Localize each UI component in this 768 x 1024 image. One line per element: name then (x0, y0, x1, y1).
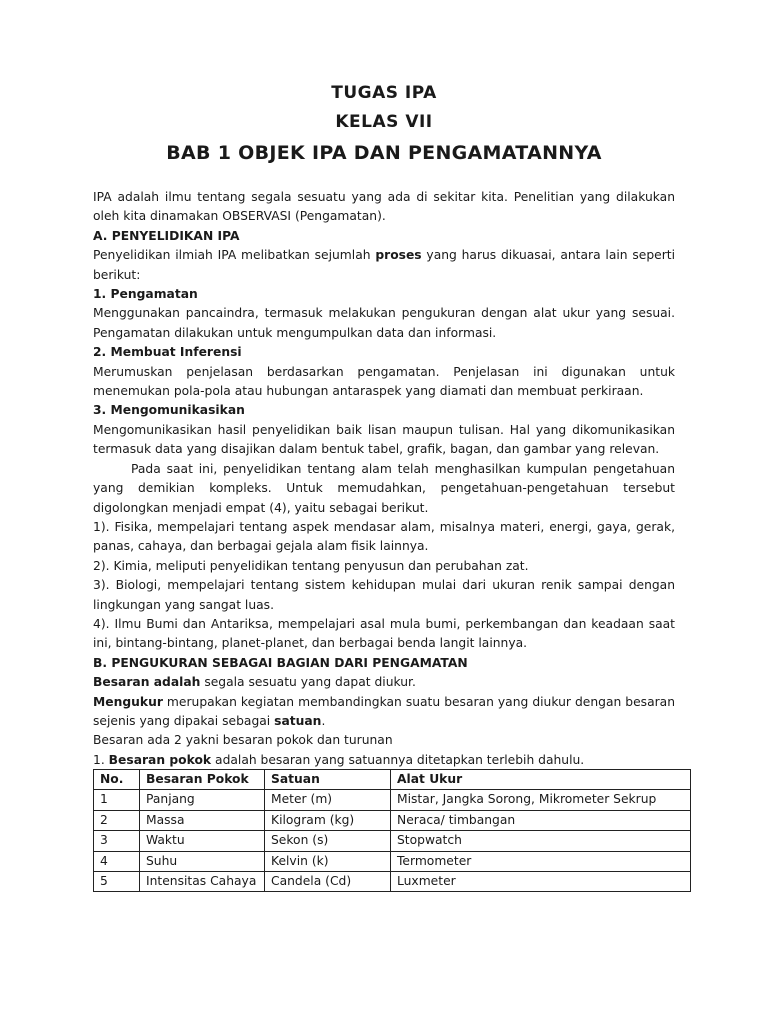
header-no: No. (94, 770, 140, 790)
knowledge-paragraph: Pada saat ini, penyelidikan tentang alam telah menghasilkan kumpulan pengetahuan yang demikian kompleks. Untuk memudahkan, pengetahuan-pengetahuan tersebut digolongkan menjadi empat (4), yaitu sebagai berikut. (93, 461, 675, 515)
section-b-heading: B. PENGUKURAN SEBAGAI BAGIAN DARI PENGAMATAN (93, 655, 468, 670)
item-heading-mengomunikasikan: 3. Mengomunikasikan (93, 403, 245, 418)
cell-besaran: Panjang (140, 790, 265, 810)
cell-satuan: Kelvin (k) (265, 851, 391, 871)
besaran-definition: Besaran adalah segala sesuatu yang dapat diukur. (93, 675, 416, 690)
cell-satuan: Meter (m) (265, 790, 391, 810)
title-tugas: TUGAS IPA (331, 83, 437, 103)
field-kimia: 2). Kimia, meliputi penyelidikan tentang penyusun dan perubahan zat. (93, 558, 529, 573)
header-satuan: Satuan (265, 770, 391, 790)
cell-besaran: Intensitas Cahaya (140, 872, 265, 892)
cell-besaran: Massa (140, 810, 265, 830)
table-header-row (94, 770, 691, 790)
besaran-types: Besaran ada 2 yakni besaran pokok dan turunan (93, 733, 393, 748)
field-ilmu-bumi: 4). Ilmu Bumi dan Antariksa, mempelajari asal mula bumi, perkembangan dan keadaan saat ini, bintang-bintang, planet-planet, dan berbagai benda langit lainnya. (93, 616, 675, 651)
besaran-pokok-table (93, 769, 691, 892)
cell-besaran: Suhu (140, 851, 265, 871)
item-heading-inferensi: 2. Membuat Inferensi (93, 345, 242, 360)
cell-satuan: Candela (Cd) (265, 872, 391, 892)
table-row (94, 851, 691, 871)
item-text-pengamatan: Menggunakan pancaindra, termasuk melakukan pengukuran dengan alat ukur yang sesuai. Pengamatan dilakukan untuk mengumpulkan data dan informasi. (93, 306, 675, 340)
cell-no: 3 (94, 831, 140, 851)
title-bab: BAB 1 OBJEK IPA DAN PENGAMATANNYA (166, 142, 602, 164)
cell-no: 2 (94, 810, 140, 830)
mengukur-definition: Mengukur merupakan kegiatan membandingkan suatu besaran yang diukur dengan besaran sejenis yang dipakai sebagai satuan. (93, 694, 675, 728)
cell-no: 4 (94, 851, 140, 871)
item-text-inferensi: Merumuskan penjelasan berdasarkan pengamatan. Penjelasan ini digunakan untuk menemukan pola-pola atau hubungan antaraspek yang diamati dan membuat perkiraan. (93, 364, 675, 399)
cell-alat-ukur: Stopwatch (391, 831, 691, 851)
cell-besaran: Waktu (140, 831, 265, 851)
title-block (0, 80, 768, 165)
besaran-pokok-definition: 1. Besaran pokok adalah besaran yang satuannya ditetapkan terlebih dahulu. (93, 752, 585, 767)
item-heading-pengamatan: 1. Pengamatan (93, 287, 198, 302)
title-kelas: KELAS VII (335, 112, 433, 132)
table-row (94, 810, 691, 830)
cell-alat-ukur: Luxmeter (391, 872, 691, 892)
header-alat-ukur: Alat Ukur (391, 770, 691, 790)
table-row (94, 790, 691, 810)
cell-satuan: Sekon (s) (265, 831, 391, 851)
cell-no: 5 (94, 872, 140, 892)
section-a-heading: A. PENYELIDIKAN IPA (93, 228, 240, 243)
table-row (94, 872, 691, 892)
field-fisika: 1). Fisika, mempelajari tentang aspek mendasar alam, misalnya materi, energi, gaya, gerak, panas, cahaya, dan berbagai gejala alam fisik lainnya. (93, 519, 675, 554)
cell-alat-ukur: Termometer (391, 851, 691, 871)
header-besaran-pokok: Besaran Pokok (140, 770, 265, 790)
document-body (93, 188, 675, 770)
intro-paragraph: IPA adalah ilmu tentang segala sesuatu yang ada di sekitar kita. Penelitian yang dilakukan oleh kita dinamakan OBSERVASI (Pengamatan). (93, 190, 675, 224)
item-text-mengomunikasikan: Mengomunikasikan hasil penyelidikan baik lisan maupun tulisan. Hal yang dikomunikasikan termasuk data yang disajikan dalam bentuk tabel, grafik, bagan, dan gambar yang relevan. (93, 422, 675, 457)
cell-alat-ukur: Mistar, Jangka Sorong, Mikrometer Sekrup (391, 790, 691, 810)
field-biologi: 3). Biologi, mempelajari tentang sistem kehidupan mulai dari ukuran renik sampai dengan lingkungan yang sangat luas. (93, 578, 675, 612)
cell-no: 1 (94, 790, 140, 810)
cell-satuan: Kilogram (kg) (265, 810, 391, 830)
cell-alat-ukur: Neraca/ timbangan (391, 810, 691, 830)
table-row (94, 831, 691, 851)
section-a-intro: Penyelidikan ilmiah IPA melibatkan sejumlah proses yang harus dikuasai, antara lain seperti berikut: (93, 248, 675, 282)
